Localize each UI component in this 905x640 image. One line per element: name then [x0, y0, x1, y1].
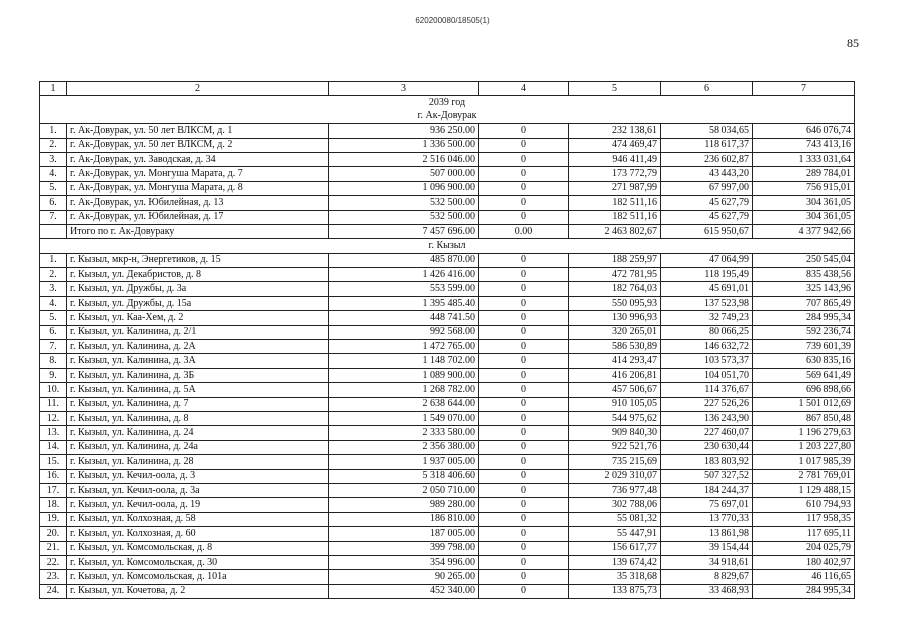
city-heading-row [40, 110, 855, 124]
zero-cell: 0 [479, 354, 569, 368]
table-row [40, 210, 855, 224]
table-row [40, 268, 855, 282]
fund-cell: 156 617,77 [569, 541, 661, 555]
address-cell: г. Кызыл, ул. Калинина, д. 8 [67, 411, 329, 425]
share-cell: 103 573,37 [661, 354, 753, 368]
address-cell: г. Ак-Довурак, ул. Юбилейная, д. 13 [67, 196, 329, 210]
table-row [40, 527, 855, 541]
total-cell: 180 402,97 [753, 555, 855, 569]
year-heading-row [40, 96, 855, 110]
address-cell: г. Кызыл, ул. Калинина, д. 24 [67, 426, 329, 440]
zero-cell: 0 [479, 124, 569, 138]
total-cell: 284 995,34 [753, 584, 855, 598]
share-cell: 39 154,44 [661, 541, 753, 555]
table-row [40, 138, 855, 152]
total-cell: 1 333 031,64 [753, 152, 855, 166]
fund-cell: 910 105,05 [569, 397, 661, 411]
document-id: 620200080/18505(1) [415, 16, 490, 25]
zero-cell: 0 [479, 296, 569, 310]
address-cell: г. Кызыл, ул. Калинина, д. 3Б [67, 368, 329, 382]
fund-cell: 320 265,01 [569, 325, 661, 339]
share-cell: 114 376,67 [661, 383, 753, 397]
fund-cell: 414 293,47 [569, 354, 661, 368]
row-number: 10. [40, 383, 67, 397]
zero-cell: 0 [479, 411, 569, 425]
fund-cell: 2 029 310,07 [569, 469, 661, 483]
table-row [40, 512, 855, 526]
amount-cell: 1 426 416.00 [329, 268, 479, 282]
address-cell: г. Кызыл, ул. Дружбы, д. 15а [67, 296, 329, 310]
zero-cell: 0 [479, 527, 569, 541]
fund-cell: 550 095,93 [569, 296, 661, 310]
row-number: 7. [40, 340, 67, 354]
table-row [40, 325, 855, 339]
share-cell: 67 997,00 [661, 181, 753, 195]
column-number: 2 [67, 82, 329, 96]
row-number: 20. [40, 527, 67, 541]
row-number: 22. [40, 555, 67, 569]
share-cell: 137 523,98 [661, 296, 753, 310]
share-cell: 47 064,99 [661, 253, 753, 267]
zero-cell: 0 [479, 311, 569, 325]
address-cell: г. Кызыл, ул. Дружбы, д. 3а [67, 282, 329, 296]
amount-cell: 2 333 580.00 [329, 426, 479, 440]
table-row [40, 181, 855, 195]
address-cell: г. Кызыл, ул. Кечил-оола, д. 19 [67, 498, 329, 512]
row-number: 16. [40, 469, 67, 483]
share-cell: 45 627,79 [661, 210, 753, 224]
amount-cell: 187 005.00 [329, 527, 479, 541]
row-number: 2. [40, 138, 67, 152]
zero-cell: 0 [479, 253, 569, 267]
table-row [40, 167, 855, 181]
total-cell: 867 850,48 [753, 411, 855, 425]
amount-cell: 2 356 380.00 [329, 440, 479, 454]
share-cell: 184 244,37 [661, 483, 753, 497]
amount-cell: 992 568.00 [329, 325, 479, 339]
total-cell: 250 545,04 [753, 253, 855, 267]
table-row [40, 196, 855, 210]
zero-cell: 0 [479, 325, 569, 339]
total-cell: 304 361,05 [753, 196, 855, 210]
amount-cell: 2 516 046.00 [329, 152, 479, 166]
row-number: 11. [40, 397, 67, 411]
row-number: 9. [40, 368, 67, 382]
fund-cell: 472 781,95 [569, 268, 661, 282]
column-number: 7 [753, 82, 855, 96]
total-cell: 646 076,74 [753, 124, 855, 138]
address-cell: г. Кызыл, ул. Калинина, д. 7 [67, 397, 329, 411]
fund-cell: 457 506,67 [569, 383, 661, 397]
address-cell: г. Кызыл, ул. Калинина, д. 3А [67, 354, 329, 368]
zero-cell: 0 [479, 152, 569, 166]
amount-cell: 1 268 782.00 [329, 383, 479, 397]
address-cell: г. Кызыл, ул. Колхозная, д. 58 [67, 512, 329, 526]
total-cell: 289 784,01 [753, 167, 855, 181]
fund-cell: 271 987,99 [569, 181, 661, 195]
share-cell: 75 697,01 [661, 498, 753, 512]
zero-cell: 0 [479, 426, 569, 440]
column-number: 5 [569, 82, 661, 96]
fund-cell: 133 875,73 [569, 584, 661, 598]
fund-cell: 182 511,16 [569, 196, 661, 210]
address-cell: г. Кызыл, ул. Калинина, д. 28 [67, 455, 329, 469]
row-number: 4. [40, 167, 67, 181]
row-number: 6. [40, 196, 67, 210]
zero-cell: 0 [479, 483, 569, 497]
column-number: 3 [329, 82, 479, 96]
row-number: 24. [40, 584, 67, 598]
column-number-row [40, 82, 855, 96]
total-cell: 117 958,35 [753, 512, 855, 526]
table-row [40, 455, 855, 469]
total-cell: 1 196 279,63 [753, 426, 855, 440]
fund-cell: 586 530,89 [569, 340, 661, 354]
address-cell: г. Кызыл, ул. Кечил-оола, д. 3а [67, 483, 329, 497]
table-row [40, 311, 855, 325]
address-cell: г. Ак-Довурак, ул. 50 лет ВЛКСМ, д. 2 [67, 138, 329, 152]
zero-cell: 0 [479, 584, 569, 598]
share-cell: 118 195,49 [661, 268, 753, 282]
address-cell: г. Кызыл, ул. Колхозная, д. 60 [67, 527, 329, 541]
page-number: 85 [847, 36, 859, 50]
fund-cell: 35 318,68 [569, 570, 661, 584]
amount-cell: 452 340.00 [329, 584, 479, 598]
amount-cell: 399 798.00 [329, 541, 479, 555]
column-number: 6 [661, 82, 753, 96]
amount-cell: 1 089 900.00 [329, 368, 479, 382]
share-cell: 43 443,20 [661, 167, 753, 181]
fund-cell: 416 206,81 [569, 368, 661, 382]
total-cell: 835 438,56 [753, 268, 855, 282]
row-number: 7. [40, 210, 67, 224]
amount-cell: 7 457 696.00 [329, 224, 479, 238]
fund-cell: 55 081,32 [569, 512, 661, 526]
fund-cell: 735 215,69 [569, 455, 661, 469]
total-cell: 610 794,93 [753, 498, 855, 512]
share-cell: 104 051,70 [661, 368, 753, 382]
zero-cell: 0 [479, 196, 569, 210]
total-row [40, 224, 855, 238]
share-cell: 8 829,67 [661, 570, 753, 584]
fund-cell: 909 840,30 [569, 426, 661, 440]
city-heading: г. Кызыл [40, 239, 855, 253]
amount-cell: 1 096 900.00 [329, 181, 479, 195]
total-cell: 569 641,49 [753, 368, 855, 382]
share-cell: 80 066,25 [661, 325, 753, 339]
fund-cell: 736 977,48 [569, 483, 661, 497]
table-row [40, 555, 855, 569]
address-cell: г. Кызыл, ул. Комсомольская, д. 30 [67, 555, 329, 569]
total-cell: 756 915,01 [753, 181, 855, 195]
zero-cell: 0 [479, 268, 569, 282]
row-number: 1. [40, 124, 67, 138]
address-cell: г. Кызыл, ул. Декабристов, д. 8 [67, 268, 329, 282]
row-number: 15. [40, 455, 67, 469]
fund-cell: 182 764,03 [569, 282, 661, 296]
amount-cell: 2 050 710.00 [329, 483, 479, 497]
amount-cell: 2 638 644.00 [329, 397, 479, 411]
address-cell: Итого по г. Ак-Довураку [67, 224, 329, 238]
table-row [40, 340, 855, 354]
total-cell: 696 898,66 [753, 383, 855, 397]
total-cell: 707 865,49 [753, 296, 855, 310]
total-cell: 1 129 488,15 [753, 483, 855, 497]
zero-cell: 0 [479, 498, 569, 512]
amount-cell: 1 937 005.00 [329, 455, 479, 469]
table-row [40, 368, 855, 382]
zero-cell: 0 [479, 368, 569, 382]
repair-funding-table [39, 81, 855, 599]
fund-cell: 130 996,93 [569, 311, 661, 325]
share-cell: 33 468,93 [661, 584, 753, 598]
total-cell: 4 377 942,66 [753, 224, 855, 238]
zero-cell: 0 [479, 512, 569, 526]
row-number: 4. [40, 296, 67, 310]
row-number: 3. [40, 282, 67, 296]
table-body [40, 82, 855, 599]
zero-cell: 0 [479, 210, 569, 224]
zero-cell: 0 [479, 167, 569, 181]
share-cell: 13 861,98 [661, 527, 753, 541]
fund-cell: 946 411,49 [569, 152, 661, 166]
row-number: 5. [40, 181, 67, 195]
address-cell: г. Кызыл, мкр-н, Энергетиков, д. 15 [67, 253, 329, 267]
zero-cell: 0 [479, 138, 569, 152]
zero-cell: 0.00 [479, 224, 569, 238]
fund-cell: 474 469,47 [569, 138, 661, 152]
address-cell: г. Кызыл, ул. Кочетова, д. 2 [67, 584, 329, 598]
share-cell: 118 617,37 [661, 138, 753, 152]
amount-cell: 1 336 500.00 [329, 138, 479, 152]
column-number: 4 [479, 82, 569, 96]
fund-cell: 55 447,91 [569, 527, 661, 541]
share-cell: 236 602,87 [661, 152, 753, 166]
row-number: 17. [40, 483, 67, 497]
share-cell: 183 803,92 [661, 455, 753, 469]
amount-cell: 936 250.00 [329, 124, 479, 138]
amount-cell: 1 549 070.00 [329, 411, 479, 425]
total-cell: 1 203 227,80 [753, 440, 855, 454]
table-row [40, 124, 855, 138]
total-cell: 284 995,34 [753, 311, 855, 325]
table-row [40, 411, 855, 425]
address-cell: г. Кызыл, ул. Калинина, д. 5А [67, 383, 329, 397]
share-cell: 230 630,44 [661, 440, 753, 454]
table-row [40, 570, 855, 584]
total-cell: 204 025,79 [753, 541, 855, 555]
table-row [40, 383, 855, 397]
share-cell: 45 691,01 [661, 282, 753, 296]
amount-cell: 1 148 702.00 [329, 354, 479, 368]
row-number: 2. [40, 268, 67, 282]
zero-cell: 0 [479, 340, 569, 354]
amount-cell: 532 500.00 [329, 196, 479, 210]
address-cell: г. Ак-Довурак, ул. Заводская, д. 34 [67, 152, 329, 166]
table-row [40, 253, 855, 267]
address-cell: г. Кызыл, ул. Каа-Хем, д. 2 [67, 311, 329, 325]
zero-cell: 0 [479, 541, 569, 555]
amount-cell: 1 472 765.00 [329, 340, 479, 354]
row-number: 12. [40, 411, 67, 425]
column-number: 1 [40, 82, 67, 96]
row-number: 18. [40, 498, 67, 512]
table-row [40, 397, 855, 411]
zero-cell: 0 [479, 282, 569, 296]
total-cell: 304 361,05 [753, 210, 855, 224]
share-cell: 32 749,23 [661, 311, 753, 325]
fund-cell: 139 674,42 [569, 555, 661, 569]
year-heading: 2039 год [40, 96, 855, 110]
total-cell: 325 143,96 [753, 282, 855, 296]
total-cell: 46 116,65 [753, 570, 855, 584]
amount-cell: 90 265.00 [329, 570, 479, 584]
table-row [40, 440, 855, 454]
total-cell: 592 236,74 [753, 325, 855, 339]
share-cell: 58 034,65 [661, 124, 753, 138]
address-cell: г. Ак-Довурак, ул. Монгуша Марата, д. 8 [67, 181, 329, 195]
table-row [40, 498, 855, 512]
share-cell: 227 460,07 [661, 426, 753, 440]
row-number: 3. [40, 152, 67, 166]
total-cell: 1 017 985,39 [753, 455, 855, 469]
amount-cell: 448 741.50 [329, 311, 479, 325]
row-number: 6. [40, 325, 67, 339]
row-number: 13. [40, 426, 67, 440]
row-number: 19. [40, 512, 67, 526]
amount-cell: 507 000.00 [329, 167, 479, 181]
zero-cell: 0 [479, 181, 569, 195]
address-cell: г. Кызыл, ул. Калинина, д. 24а [67, 440, 329, 454]
share-cell: 45 627,79 [661, 196, 753, 210]
table-row [40, 152, 855, 166]
row-number: 5. [40, 311, 67, 325]
amount-cell: 553 599.00 [329, 282, 479, 296]
zero-cell: 0 [479, 440, 569, 454]
share-cell: 146 632,72 [661, 340, 753, 354]
table-row [40, 584, 855, 598]
table-row [40, 483, 855, 497]
zero-cell: 0 [479, 383, 569, 397]
zero-cell: 0 [479, 397, 569, 411]
fund-cell: 922 521,76 [569, 440, 661, 454]
address-cell: г. Ак-Довурак, ул. 50 лет ВЛКСМ, д. 1 [67, 124, 329, 138]
share-cell: 34 918,61 [661, 555, 753, 569]
city-heading-row [40, 239, 855, 253]
total-cell: 739 601,39 [753, 340, 855, 354]
table-row [40, 541, 855, 555]
table-row [40, 469, 855, 483]
share-cell: 227 526,26 [661, 397, 753, 411]
fund-cell: 232 138,61 [569, 124, 661, 138]
row-number: 8. [40, 354, 67, 368]
table-row [40, 282, 855, 296]
total-cell: 117 695,11 [753, 527, 855, 541]
share-cell: 615 950,67 [661, 224, 753, 238]
amount-cell: 989 280.00 [329, 498, 479, 512]
row-number: 23. [40, 570, 67, 584]
zero-cell: 0 [479, 455, 569, 469]
zero-cell: 0 [479, 469, 569, 483]
address-cell: г. Кызыл, ул. Калинина, д. 2/1 [67, 325, 329, 339]
fund-cell: 2 463 802,67 [569, 224, 661, 238]
row-number: 21. [40, 541, 67, 555]
amount-cell: 532 500.00 [329, 210, 479, 224]
share-cell: 136 243,90 [661, 411, 753, 425]
row-number [40, 224, 67, 238]
zero-cell: 0 [479, 555, 569, 569]
total-cell: 743 413,16 [753, 138, 855, 152]
total-cell: 1 501 012,69 [753, 397, 855, 411]
total-cell: 2 781 769,01 [753, 469, 855, 483]
address-cell: г. Кызыл, ул. Комсомольская, д. 101а [67, 570, 329, 584]
amount-cell: 1 395 485.40 [329, 296, 479, 310]
address-cell: г. Кызыл, ул. Калинина, д. 2А [67, 340, 329, 354]
city-heading: г. Ак-Довурак [40, 110, 855, 124]
amount-cell: 354 996.00 [329, 555, 479, 569]
fund-cell: 182 511,16 [569, 210, 661, 224]
zero-cell: 0 [479, 570, 569, 584]
amount-cell: 186 810.00 [329, 512, 479, 526]
total-cell: 630 835,16 [753, 354, 855, 368]
fund-cell: 302 788,06 [569, 498, 661, 512]
amount-cell: 485 870.00 [329, 253, 479, 267]
table-row [40, 354, 855, 368]
share-cell: 507 327,52 [661, 469, 753, 483]
address-cell: г. Кызыл, ул. Кечил-оола, д. 3 [67, 469, 329, 483]
fund-cell: 173 772,79 [569, 167, 661, 181]
row-number: 14. [40, 440, 67, 454]
fund-cell: 188 259,97 [569, 253, 661, 267]
amount-cell: 5 318 406.60 [329, 469, 479, 483]
row-number: 1. [40, 253, 67, 267]
address-cell: г. Кызыл, ул. Комсомольская, д. 8 [67, 541, 329, 555]
share-cell: 13 770,33 [661, 512, 753, 526]
table-row [40, 296, 855, 310]
address-cell: г. Ак-Довурак, ул. Юбилейная, д. 17 [67, 210, 329, 224]
address-cell: г. Ак-Довурак, ул. Монгуша Марата, д. 7 [67, 167, 329, 181]
fund-cell: 544 975,62 [569, 411, 661, 425]
table-row [40, 426, 855, 440]
